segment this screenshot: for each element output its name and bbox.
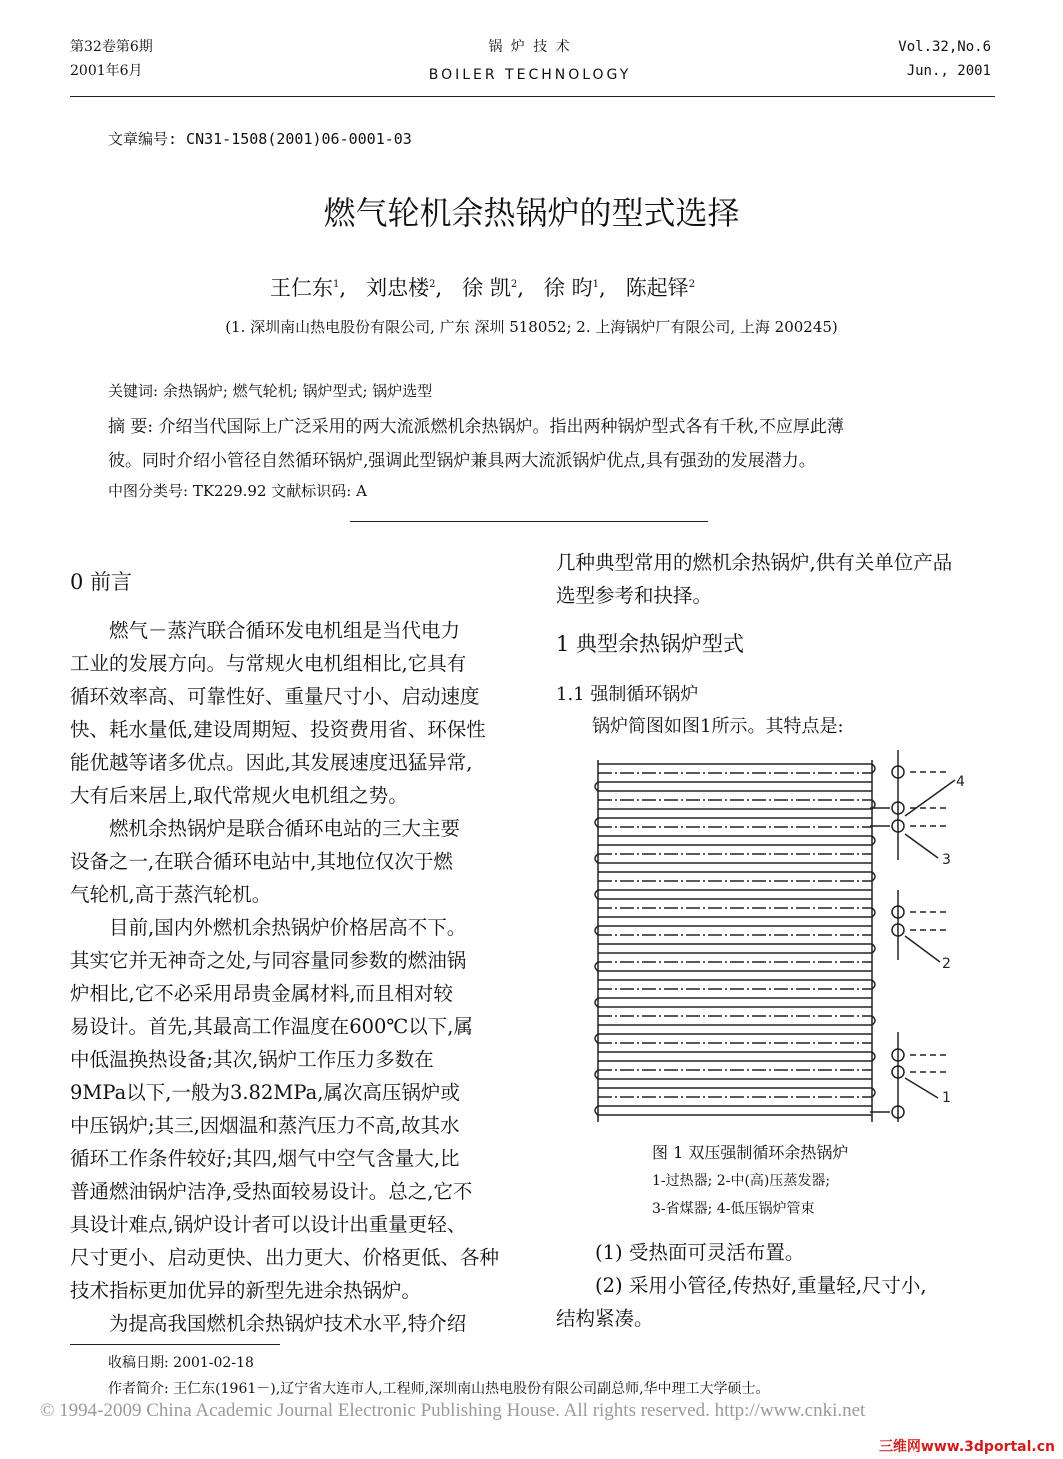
copyright-notice: © 1994-2009 China Academic Journal Electronic Publishing House. All rights reserved. http://www.cnki.net — [40, 1400, 866, 1421]
paragraph-line: 能优越等诸多优点。因此,其发展速度迅猛异常, — [70, 751, 473, 774]
header-group-middle — [892, 890, 950, 962]
right-column-top — [556, 546, 952, 612]
paragraph-line: 设备之一,在联合循环电站中,其地位仅次于燃 — [70, 850, 453, 873]
paragraph-line: 目前,国内外燃机余热锅炉价格居高不下。 — [70, 916, 467, 939]
paragraph-line: 气轮机,高于蒸汽轮机。 — [70, 883, 272, 906]
article-title: 燃气轮机余热锅炉的型式选择 — [323, 194, 740, 232]
header-volume-en: Vol.32,No.6 — [898, 39, 991, 55]
author-introduction: 作者简介: 王仁东(1961－),辽宁省大连市人,工程师,深圳南山热电股份有限公司副总师,华中理工大学硕士。 — [108, 1381, 770, 1397]
paragraph-line: (2) 采用小管径,传热好,重量轻,尺寸小, — [556, 1274, 927, 1297]
paragraph-line: 为提高我国燃机余热锅炉技术水平,特介绍 — [70, 1312, 467, 1335]
header-group-bottom — [870, 1032, 950, 1122]
author-name: 徐 凯 — [462, 276, 511, 300]
paragraph-line: 技术指标更加优异的新型先进余热锅炉。 — [70, 1279, 422, 1302]
received-date: 收稿日期: 2001-02-18 — [108, 1355, 254, 1371]
paragraph-line: 具设计难点,锅炉设计者可以设计出重量更轻、 — [70, 1213, 467, 1236]
paragraph-line: 大有后来居上,取代常规火电机组之势。 — [70, 784, 408, 807]
figure-label: 3 — [942, 852, 951, 868]
section-0-heading: 0 前言 — [70, 570, 133, 594]
figure-legend-2: 3-省煤器; 4-低压锅炉管束 — [652, 1201, 815, 1217]
abstract-separator — [350, 521, 708, 522]
abstract-line-2: 彼。同时介绍小管径自然循环锅炉,强调此型锅炉兼具两大流派锅炉优点,具有强劲的发展潜力。 — [108, 451, 816, 471]
paragraph-line: 选型参考和抉择。 — [556, 584, 713, 607]
header-date: 2001年6月 — [70, 63, 143, 79]
paragraph-line: (1) 受热面可灵活布置。 — [556, 1241, 805, 1264]
paragraph-line: 燃机余热锅炉是联合循环电站的三大主要 — [70, 817, 461, 840]
figure-label: 1 — [942, 1090, 951, 1106]
figure-intro: 锅炉简图如图1所示。其特点是: — [556, 716, 844, 737]
right-column-bottom — [556, 1236, 927, 1335]
author-name: 王仁东 — [270, 276, 333, 300]
paragraph-line: 炉相比,它不必采用昂贵金属材料,而且相对较 — [70, 982, 453, 1005]
abstract-line-1: 摘 要: 介绍当代国际上广泛采用的两大流派燃机余热锅炉。指出两种锅炉型式各有千秋,不应厚此薄 — [108, 417, 844, 437]
paragraph-line: 结构紧凑。 — [556, 1307, 654, 1330]
author-name: 陈起铎 — [625, 276, 689, 300]
figure-caption: 图 1 双压强制循环余热锅炉 — [652, 1143, 849, 1162]
paragraph-line: 普通燃油锅炉洁净,受热面较易设计。总之,它不 — [70, 1180, 473, 1203]
paragraph-line: 易设计。首先,其最高工作温度在600℃以下,属 — [70, 1015, 473, 1038]
header-date-en: Jun., 2001 — [906, 63, 991, 79]
boiler-diagram — [580, 750, 970, 1130]
footnote-rule — [70, 1344, 280, 1345]
affiliations: (1. 深圳南山热电股份有限公司, 广东 深圳 518052; 2. 上海锅炉厂有限公司, 上海 200245) — [225, 318, 838, 336]
paragraph-line: 中低温换热设备;其次,锅炉工作压力多数在 — [70, 1048, 434, 1071]
subsection-1-1-heading: 1.1 强制循环锅炉 — [556, 684, 699, 705]
section-1-heading: 1 典型余热锅炉型式 — [556, 632, 745, 656]
classification: 中图分类号: TK229.92 文献标识码: A — [108, 482, 367, 500]
author-list: 王仁东$^1$, 刘忠楼$^2$, 徐 凯$^2$, 徐 昀$^1$, 陈起铎$^2$ — [270, 276, 696, 300]
author-name: 刘忠楼 — [366, 276, 430, 300]
header-rule — [70, 96, 995, 97]
paragraph-line: 燃气－蒸汽联合循环发电机组是当代电力 — [70, 619, 461, 642]
tube-bank — [595, 764, 875, 1115]
paragraph-line: 工业的发展方向。与常规火电机组相比,它具有 — [70, 652, 467, 675]
paragraph-line: 其实它并无神奇之处,与同容量同参数的燃油锅 — [70, 949, 467, 972]
paragraph-line: 循环效率高、可靠性好、重量尺寸小、启动速度 — [70, 685, 480, 708]
header-volume: 第32卷第6期 — [70, 39, 153, 55]
watermark: 三维网www.3dportal.cn — [878, 1439, 1055, 1455]
journal-title-cn: 锅 炉 技 术 — [488, 39, 572, 55]
author-name: 徐 昀 — [543, 276, 593, 300]
paragraph-line: 尺寸更小、启动更快、出力更大、价格更低、各种 — [70, 1246, 500, 1269]
journal-title-en: BOILER TECHNOLOGY — [428, 67, 632, 83]
paragraph-line: 中压锅炉;其三,因烟温和蒸汽压力不高,故其水 — [70, 1114, 460, 1137]
figure-label: 4 — [956, 774, 965, 790]
figure-label: 2 — [942, 956, 951, 972]
left-column — [70, 614, 515, 1340]
keywords: 关键词: 余热锅炉; 燃气轮机; 锅炉型式; 锅炉选型 — [108, 382, 433, 400]
header-group-top — [870, 750, 955, 860]
article-number: 文章编号: CN31-1508(2001)06-0001-03 — [108, 130, 412, 148]
paragraph-line: 几种典型常用的燃机余热锅炉,供有关单位产品 — [556, 551, 953, 574]
paragraph-line: 9MPa以下,一般为3.82MPa,属次高压锅炉或 — [70, 1081, 460, 1104]
paragraph-line: 快、耗水量低,建设周期短、投资费用省、环保性 — [70, 718, 486, 741]
figure-legend-1: 1-过热器; 2-中(高)压蒸发器; — [652, 1173, 831, 1189]
paragraph-line: 循环工作条件较好;其四,烟气中空气含量大,比 — [70, 1147, 460, 1170]
